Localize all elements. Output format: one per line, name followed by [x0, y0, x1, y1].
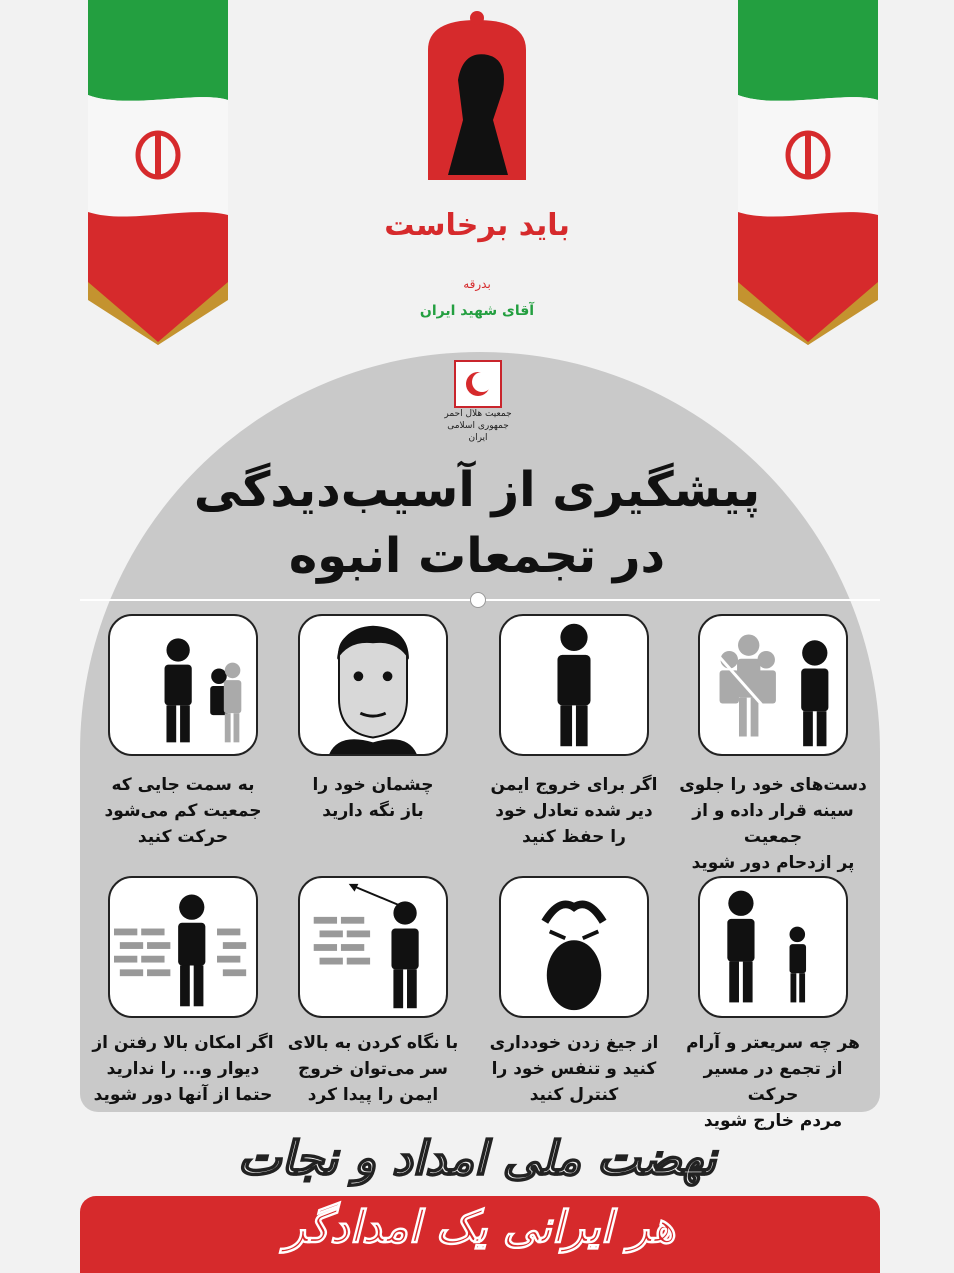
motto-text: هر ایرانی یک امدادگر: [284, 1202, 676, 1253]
crescent-icon: [454, 360, 502, 408]
red-crescent-logo: [440, 360, 516, 443]
tip-caption-8: اگر امکان بالا رفتن از دیوار و... را ندارید حتما از آنها دور شوید: [92, 1033, 274, 1105]
logo-sub2: آقای شهید ایران: [419, 303, 535, 319]
balance-person-icon: [501, 616, 647, 754]
red-crescent-line1: جمعیت هلال احمر: [444, 409, 512, 419]
page-title-line2: در تجمعات انبوه: [288, 528, 666, 584]
motto-bar: [80, 1196, 880, 1273]
open-eyes-face-icon: [300, 616, 446, 754]
tip-caption-1: دست‌های خود را جلوی سینه قرار داده و از جمعیت پر ازدحام دور شوید: [679, 775, 867, 873]
crowd-avoid-icon: [700, 616, 846, 754]
divider-dot: [470, 592, 486, 608]
move-away-crowd-icon: [110, 616, 256, 754]
tip-card-8: [108, 876, 258, 1018]
tip-caption-2: اگر برای خروج ایمن دیر شده تعادل خود را حفظ کنید: [490, 775, 658, 847]
tip-caption-6: از جیغ زدن خودداری کنید و تنفس خود را کنترل کنید: [489, 1033, 659, 1105]
tip-card-4: [108, 614, 258, 756]
exit-with-child-icon: [700, 878, 846, 1016]
tip-caption-3: چشمان خود را باز نگه دارید: [312, 775, 434, 821]
tip-card-6: [499, 876, 649, 1018]
wall-avoid-icon: [110, 878, 256, 1016]
look-up-icon: [300, 878, 446, 1016]
iran-flag-left: [88, 0, 228, 345]
tip-caption-7: با نگاه کردن به بالای سر می‌توان خروج ایمن را پیدا کرد: [287, 1033, 459, 1105]
tip-card-2: [499, 614, 649, 756]
tip-caption-4: به سمت جایی که جمعیت کم می‌شود حرکت کنید: [104, 775, 262, 847]
page-title-line1: پیشگیری از آسیب‌دیدگی: [193, 462, 761, 518]
logo-slogan: باید برخاست: [384, 208, 570, 243]
tip-card-5: [698, 876, 848, 1018]
logo-sub1: بدرقه: [463, 277, 491, 291]
tip-card-7: [298, 876, 448, 1018]
no-scream-face-icon: [501, 878, 647, 1016]
red-crescent-line2: جمهوری اسلامی ایران: [447, 421, 509, 443]
raised-fist-icon: [384, 10, 570, 340]
tip-caption-5: هر چه سریعتر و آرام از تجمع در مسیر حرکت مردم خارج شوید: [686, 1033, 860, 1131]
tip-card-3: [298, 614, 448, 756]
campaign-logo: [384, 10, 570, 340]
iran-flag-right: [738, 0, 878, 345]
campaign-text: نهضت ملی امداد و نجات: [237, 1131, 717, 1185]
tip-card-1: [698, 614, 848, 756]
campaign-slogan: [150, 1128, 804, 1188]
